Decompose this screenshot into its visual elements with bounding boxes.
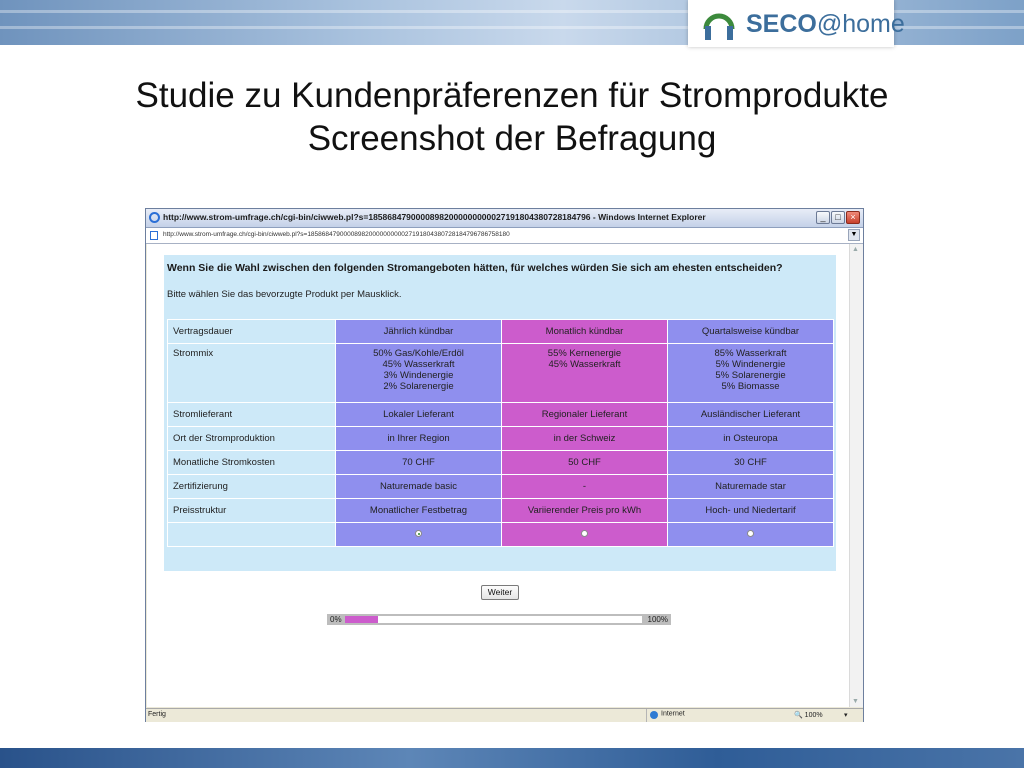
- attribute-label: Strommix: [168, 344, 336, 403]
- address-bar[interactable]: [146, 228, 863, 244]
- option-cell[interactable]: Naturemade basic: [336, 475, 502, 499]
- scroll-down-icon[interactable]: ▼: [852, 698, 859, 705]
- status-text: Fertig: [148, 711, 166, 718]
- progress-track: [345, 616, 642, 623]
- table-row: [168, 320, 834, 344]
- table-row: [168, 427, 834, 451]
- option-cell[interactable]: Regionaler Lieferant: [502, 403, 668, 427]
- progress-start-label: 0%: [330, 615, 342, 624]
- radio-cell[interactable]: [502, 523, 668, 547]
- address-url[interactable]: http://www.strom-umfrage.ch/cgi-bin/ciwweb.pl?s=1858684790000898200000000002719180438072818479678675818​0: [163, 231, 510, 238]
- option-2-radio[interactable]: [581, 530, 588, 537]
- scroll-up-icon[interactable]: ▲: [852, 246, 859, 253]
- option-cell[interactable]: [336, 344, 502, 403]
- mix-line: 85% Wasserkraft: [714, 348, 787, 359]
- progress-end-label: 100%: [647, 615, 668, 624]
- survey-panel: [164, 255, 836, 571]
- mix-line: 5% Biomasse: [721, 381, 780, 392]
- slide-title-line2: Screenshot der Befragung: [307, 119, 717, 158]
- globe-icon: [650, 711, 658, 719]
- option-cell[interactable]: [502, 344, 668, 403]
- table-row: [168, 451, 834, 475]
- weiter-button[interactable]: Weiter: [481, 585, 519, 600]
- slide-footer-band: [0, 748, 1024, 768]
- attribute-label: Zertifizierung: [168, 475, 336, 499]
- option-cell[interactable]: 70 CHF: [336, 451, 502, 475]
- table-row: [168, 344, 834, 403]
- mix-line: 50% Gas/Kohle/Erdöl: [373, 348, 464, 359]
- option-1-radio[interactable]: [415, 530, 422, 537]
- address-dropdown-button[interactable]: ▼: [848, 229, 860, 241]
- ie-logo-icon: [149, 212, 160, 223]
- option-cell[interactable]: in Osteuropa: [668, 427, 834, 451]
- option-cell[interactable]: Lokaler Lieferant: [336, 403, 502, 427]
- logo-text: SECO@home: [746, 10, 905, 38]
- progress-fill: [345, 616, 378, 623]
- attribute-label: Vertragsdauer: [168, 320, 336, 344]
- table-row: [168, 499, 834, 523]
- mix-line: 55% Kernenergie: [547, 348, 622, 359]
- option-cell[interactable]: in Ihrer Region: [336, 427, 502, 451]
- option-cell[interactable]: Hoch- und Niedertarif: [668, 499, 834, 523]
- status-bar: [146, 708, 863, 722]
- seco-logo: [688, 0, 905, 47]
- mix-line: 45% Wasserkraft: [548, 359, 621, 370]
- option-cell[interactable]: in der Schweiz: [502, 427, 668, 451]
- maximize-button[interactable]: □: [831, 211, 845, 224]
- zoom-level[interactable]: 🔍 100%: [794, 712, 823, 719]
- minimize-button[interactable]: _: [816, 211, 830, 224]
- mix-line: 45% Wasserkraft: [382, 359, 455, 370]
- radio-cell[interactable]: [668, 523, 834, 547]
- option-cell[interactable]: Jährlich kündbar: [336, 320, 502, 344]
- option-cell[interactable]: Ausländischer Lieferant: [668, 403, 834, 427]
- zoom-dropdown-icon[interactable]: ▾: [844, 712, 848, 719]
- mix-line: 5% Windenergie: [715, 359, 786, 370]
- option-cell[interactable]: Monatlich kündbar: [502, 320, 668, 344]
- mix-line: 5% Solarenergie: [715, 370, 786, 381]
- vertical-scrollbar[interactable]: [849, 244, 863, 707]
- choice-table: [167, 319, 834, 547]
- progress-bar: [327, 614, 671, 625]
- option-cell[interactable]: -: [502, 475, 668, 499]
- table-row: [168, 523, 834, 547]
- option-cell[interactable]: [668, 344, 834, 403]
- empty-label-cell: [168, 523, 336, 547]
- zone-label: Internet: [661, 710, 685, 718]
- attribute-label: Monatliche Stromkosten: [168, 451, 336, 475]
- option-cell[interactable]: Monatlicher Festbetrag: [336, 499, 502, 523]
- table-row: [168, 403, 834, 427]
- survey-question: Wenn Sie die Wahl zwischen den folgenden Stromangeboten hätten, für welches würden Sie sich am ehesten entscheiden?: [167, 262, 783, 274]
- security-zone: [646, 709, 685, 722]
- mix-line: 2% Solarenergie: [383, 381, 454, 392]
- close-button[interactable]: ×: [846, 211, 860, 224]
- option-cell[interactable]: Naturemade star: [668, 475, 834, 499]
- window-title: http://www.strom-umfrage.ch/cgi-bin/ciwweb.pl?s=185868479000089820000000000271918043807281847​96 - Windows Internet Explorer: [163, 212, 706, 222]
- mix-line: 3% Windenergie: [383, 370, 454, 381]
- slide-title-line1: Studie zu Kundenpräferenzen für Stromprodukte: [135, 76, 889, 115]
- table-row: [168, 475, 834, 499]
- survey-hint: Bitte wählen Sie das bevorzugte Produkt per Mausklick.: [167, 289, 402, 300]
- attribute-label: Ort der Stromproduktion: [168, 427, 336, 451]
- option-cell[interactable]: Variierender Preis pro kWh: [502, 499, 668, 523]
- option-cell[interactable]: 50 CHF: [502, 451, 668, 475]
- house-logo-icon: [700, 7, 738, 41]
- page-icon: [150, 231, 158, 240]
- slide-title: [0, 74, 1024, 160]
- zoom-value: 100%: [804, 712, 823, 719]
- page-content: [147, 244, 849, 707]
- radio-cell[interactable]: [336, 523, 502, 547]
- attribute-label: Preisstruktur: [168, 499, 336, 523]
- ie-browser-window: [145, 208, 864, 722]
- option-3-radio[interactable]: [747, 530, 754, 537]
- option-cell[interactable]: 30 CHF: [668, 451, 834, 475]
- attribute-label: Stromlieferant: [168, 403, 336, 427]
- window-titlebar[interactable]: [146, 209, 863, 228]
- option-cell[interactable]: Quartalsweise kündbar: [668, 320, 834, 344]
